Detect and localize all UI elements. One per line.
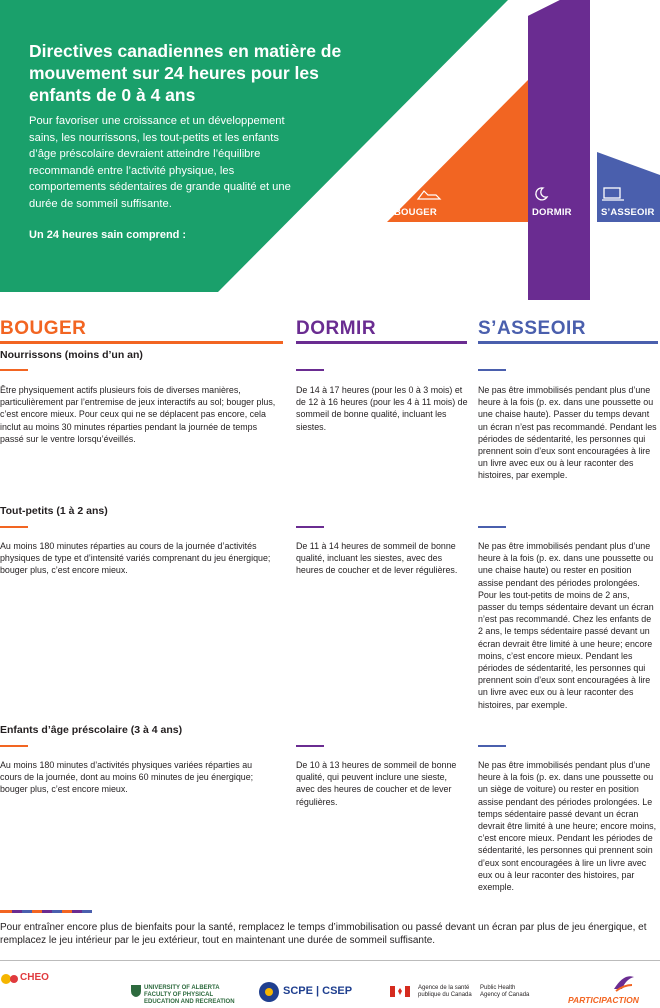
hero-description: Pour favoriser une croissance et un développement sains, les nourrissons, les tout-petits et les enfants d’âge préscolaire devraient atteindre l’équilibre recommandé entre l’activité physique, les comportements sédentaires de grande qualité et une durée de sommeil suffisante. [29,115,291,210]
footer-rule [0,910,660,913]
move-sub-rule [0,369,28,371]
column-heading-sleep: DORMIR [296,318,377,339]
ualberta-line-1: UNIVERSITY OF ALBERTA [144,985,220,991]
screen-icon [602,186,626,202]
participaction-wordmark: PARTICIPACTION [568,995,639,1005]
move-sub-rule [0,745,28,747]
cheo-logo [0,972,49,991]
dormir-bar [528,0,590,300]
sleep-recommendation: De 10 à 13 heures de sommeil de bonne qualité, qui peuvent inclure une sieste, avec des heures de coucher et de lever régulières. [296,760,457,807]
ualberta-line-3: EDUCATION AND RECREATION [144,999,235,1005]
sit-rule [478,341,658,344]
move-recommendation: Au moins 180 minutes réparties au cours de la journée d’activités physiques de type et d’intensité variés comprenant du jeu énergique; bouger plus, c’est encore mieux. [0,541,271,576]
participaction-swoosh-icon [612,975,636,993]
sit-recommendation: Ne pas être immobilisés pendant plus d’une heure à la fois (p. ex. dans une poussette ou une chaise haute) ou rester en position assise pendant des périodes prolongées. Pour les tout-petits de moins de 2 ans, passer du temps sédentaire devant un écran n’est pas recommandé. Chez les enfants de 2 ans, le temps sédentaire passé devant un écran devrait être limité à une heure; encore moins, c’est encore mieux. Pendant les périodes de sédentarité, les personnes qui prennent soin d’eux sont encouragées à lire un livre avec eux ou à leur raconter des histoires, par exemple. [478,541,654,710]
sleep-recommendation: De 14 à 17 heures (pour les 0 à 3 mois) et de 12 à 16 heures (pour les 4 à 11 mois) de sommeil de bonne qualité, incluant les siestes. [296,385,468,432]
sleep-sub-rule [296,745,324,747]
phac-fr-line-2: publique du Canada [418,992,472,998]
sleep-rule [296,341,467,344]
phac-en-line-2: Agency of Canada [480,992,530,998]
hero-title: Directives canadiennes en matière de mouvement sur 24 heures pour les enfants de 0 à 4 ans [29,41,342,105]
sit-sub-rule [478,369,506,371]
sit-sub-rule [478,745,506,747]
age-group-heading: Tout-petits (1 à 2 ans) [0,505,108,517]
move-recommendation: Être physiquement actifs plusieurs fois de diverses manières, particulièrement par l’entremise de jeux interactifs au sol; bouger plus, c’est encore mieux. Pour ceux qui ne se déplacent pas encore, cela inclut au moins 30 minutes réparties pendant la journée de temps passé sur le ventre lorsqu’éveillés. [0,385,276,444]
sleep-recommendation: De 11 à 14 heures de sommeil de bonne qualité, incluant les siestes, avec des heures de coucher et de lever régulières. [296,541,458,576]
csep-wordmark: SCPE | CSEP [283,985,353,997]
sit-icon-label: S’ASSEOIR [601,207,655,218]
sleep-sub-rule [296,369,324,371]
move-icon [394,187,444,203]
age-group-heading: Nourrissons (moins d’un an) [0,349,143,361]
logo-divider [0,960,660,961]
sit-recommendation: Ne pas être immobilisés pendant plus d’une heure à la fois (p. ex. dans une poussette ou un siège de voiture) ou rester en position assise pendant des périodes prolongées. Le temps sédentaire passé devant un écran devrait être limité à une heure; encore moins, c’est encore mieux. Pendant les périodes de sédentarité, les personnes qui prennent soin d’eux sont encouragées à lire un livre avec eux ou à leur raconter des histoires, par exemple. [478,760,657,893]
column-heading-move: BOUGER [0,318,87,339]
sleep-sub-rule [296,526,324,528]
csep-circle-icon [258,981,280,1003]
sit-sub-rule [478,526,506,528]
cheo-wordmark: CHEO [20,972,49,983]
move-sub-rule [0,526,28,528]
sleep-icon-label: DORMIR [532,207,572,218]
canada-flag-icon [390,986,410,997]
ualberta-line-2: FACULTY OF PHYSICAL [144,992,214,998]
shield-icon [131,985,141,997]
footer-note: Pour entraîner encore plus de bienfaits pour la santé, remplacez le temps d’immobilisation ou passé devant un écran par plus de jeu énergique, et remplacez le jeu intérieur par le jeu extérieur, tout en maintenant une durée de sommeil suffisante. [0,922,647,947]
phac-fr-line-1: Agence de la santé [418,985,470,991]
column-heading-sit: S’ASSEOIR [478,318,586,339]
hero-subtitle: Un 24 heures sain comprend : [29,229,187,241]
move-rule [0,341,283,344]
phac-en-line-1: Public Health [480,985,516,991]
move-icon-label: BOUGER [394,207,437,218]
moon-icon [533,186,549,202]
sit-recommendation: Ne pas être immobilisés pendant plus d’une heure à la fois (p. ex. dans une poussette ou une chaise haute). Passer du temps devant un écran n’est pas recommandé. Pendant les périodes de sédentarité, les personnes qui prennent soin d’eux sont encouragées à lire un livre avec eux ou à leur raconter des histoires, par exemple. [478,385,657,481]
move-recommendation: Au moins 180 minutes d’activités physiques variées réparties au cours de la journée, dont au moins 60 minutes de jeu énergique; bouger plus, c’est encore mieux. [0,760,254,795]
age-group-heading: Enfants d’âge préscolaire (3 à 4 ans) [0,724,183,736]
